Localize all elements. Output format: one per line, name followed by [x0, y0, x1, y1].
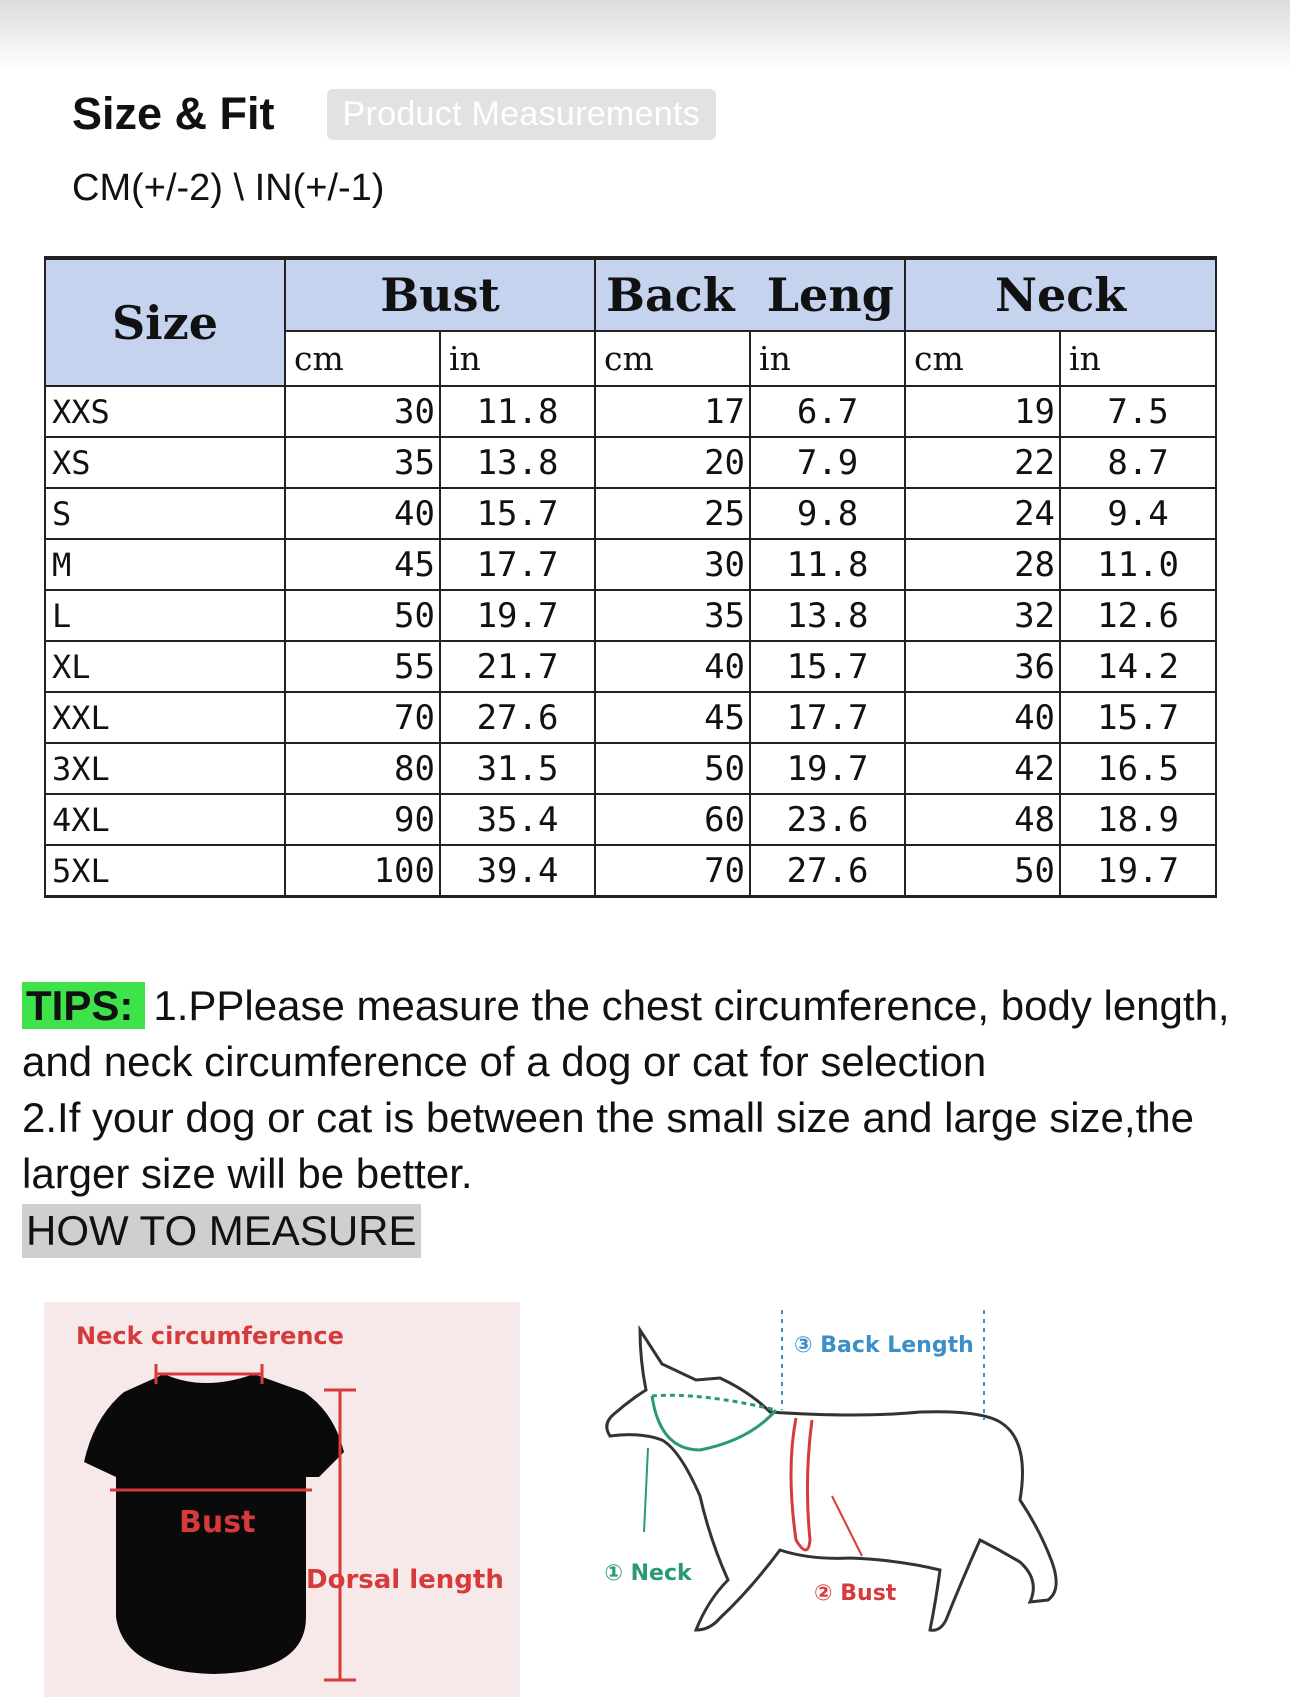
neck-cm-cell: 32 — [905, 590, 1060, 641]
bust-in-cell: 31.5 — [440, 743, 595, 794]
neck-circumference-label: Neck circumference — [76, 1322, 344, 1350]
back-cm-cell: 45 — [595, 692, 750, 743]
size-cell: XS — [45, 437, 285, 488]
dorsal-length-label: Dorsal length — [306, 1565, 504, 1595]
bust-in-cell: 35.4 — [440, 794, 595, 845]
back-cm-cell: 40 — [595, 641, 750, 692]
back-in-cell: 11.8 — [750, 539, 905, 590]
size-table — [44, 256, 1217, 898]
tips-label: TIPS: — [22, 982, 145, 1029]
back-length-group-header: Back Leng — [595, 258, 905, 331]
neck-in-cell: 15.7 — [1060, 692, 1216, 743]
back-in-cell: 19.7 — [750, 743, 905, 794]
back-in-cell: 13.8 — [750, 590, 905, 641]
bust-cm-cell: 100 — [285, 845, 440, 897]
top-shade — [0, 0, 1290, 70]
bust-in-cell: 13.8 — [440, 437, 595, 488]
back-cm-cell: 20 — [595, 437, 750, 488]
back-in-cell: 6.7 — [750, 386, 905, 437]
tips-block — [22, 978, 1272, 1259]
neck-group-header: Neck — [905, 258, 1216, 331]
bust-cm-cell: 30 — [285, 386, 440, 437]
size-cell: S — [45, 488, 285, 539]
neck-cm-cell: 28 — [905, 539, 1060, 590]
back-cm-cell: 70 — [595, 845, 750, 897]
bust-in-cell: 15.7 — [440, 488, 595, 539]
size-column-header: Size — [45, 258, 285, 386]
table-row — [45, 488, 1216, 539]
size-cell: XL — [45, 641, 285, 692]
bust-in-cell: 39.4 — [440, 845, 595, 897]
table-row — [45, 845, 1216, 897]
size-cell: M — [45, 539, 285, 590]
bust-in-cell: 11.8 — [440, 386, 595, 437]
back-cm-cell: 35 — [595, 590, 750, 641]
page-title: Size & Fit — [72, 88, 275, 139]
back-in-cell: 17.7 — [750, 692, 905, 743]
bust-cm-cell: 45 — [285, 539, 440, 590]
back-in-cell: 23.6 — [750, 794, 905, 845]
bust-in-cell: 19.7 — [440, 590, 595, 641]
table-row — [45, 386, 1216, 437]
bust-cm-cell: 70 — [285, 692, 440, 743]
table-row — [45, 437, 1216, 488]
back-cm-cell: 25 — [595, 488, 750, 539]
neck-cm-cell: 40 — [905, 692, 1060, 743]
neck-in-cell: 12.6 — [1060, 590, 1216, 641]
bust-cm-cell: 80 — [285, 743, 440, 794]
neck-cm-cell: 50 — [905, 845, 1060, 897]
bust-group-header: Bust — [285, 258, 595, 331]
bust-measure-loop — [791, 1418, 812, 1550]
neck-cm-cell: 42 — [905, 743, 1060, 794]
size-cell: 3XL — [45, 743, 285, 794]
neck-in-cell: 11.0 — [1060, 539, 1216, 590]
heading-row — [72, 88, 716, 140]
back-in-cell: 27.6 — [750, 845, 905, 897]
unit-header-bust-cm: cm — [285, 331, 440, 386]
tips-text-2: 2.If your dog or cat is between the small size and large size,the larger size will be better. — [22, 1094, 1194, 1197]
unit-header-back-in: in — [750, 331, 905, 386]
bust-cm-cell: 55 — [285, 641, 440, 692]
tips-line-1 — [22, 978, 1272, 1090]
size-cell: XXS — [45, 386, 285, 437]
neck-label: ① Neck — [604, 1561, 692, 1586]
size-cell: XXL — [45, 692, 285, 743]
table-row — [45, 692, 1216, 743]
back-cm-cell: 50 — [595, 743, 750, 794]
back-length-label: ③ Back Length — [794, 1333, 974, 1358]
size-cell: L — [45, 590, 285, 641]
neck-cm-cell: 22 — [905, 437, 1060, 488]
neck-in-cell: 16.5 — [1060, 743, 1216, 794]
neck-in-cell: 7.5 — [1060, 386, 1216, 437]
table-row — [45, 794, 1216, 845]
back-in-cell: 7.9 — [750, 437, 905, 488]
back-cm-cell: 17 — [595, 386, 750, 437]
back-in-cell: 9.8 — [750, 488, 905, 539]
table-row — [45, 743, 1216, 794]
bust-cm-cell: 35 — [285, 437, 440, 488]
bust-in-cell: 17.7 — [440, 539, 595, 590]
back-cm-cell: 30 — [595, 539, 750, 590]
bust-label-dog: ② Bust — [814, 1581, 897, 1606]
neck-cm-cell: 24 — [905, 488, 1060, 539]
neck-in-cell: 9.4 — [1060, 488, 1216, 539]
bust-cm-cell: 40 — [285, 488, 440, 539]
how-to-measure-heading: HOW TO MEASURE — [22, 1204, 421, 1258]
back-in-cell: 15.7 — [750, 641, 905, 692]
bust-in-cell: 27.6 — [440, 692, 595, 743]
neck-cm-cell: 36 — [905, 641, 1060, 692]
neck-in-cell: 19.7 — [1060, 845, 1216, 897]
bust-cm-cell: 50 — [285, 590, 440, 641]
back-cm-cell: 60 — [595, 794, 750, 845]
dog-diagram — [600, 1300, 1160, 1697]
neck-cm-cell: 19 — [905, 386, 1060, 437]
size-cell: 4XL — [45, 794, 285, 845]
unit-header-back-cm: cm — [595, 331, 750, 386]
table-row — [45, 641, 1216, 692]
unit-header-neck-in: in — [1060, 331, 1216, 386]
bust-in-cell: 21.7 — [440, 641, 595, 692]
tolerance-note: CM(+/-2) \ IN(+/-1) — [72, 167, 385, 209]
neck-in-cell: 18.9 — [1060, 794, 1216, 845]
size-cell: 5XL — [45, 845, 285, 897]
neck-in-cell: 8.7 — [1060, 437, 1216, 488]
shirt-diagram — [44, 1302, 520, 1697]
table-row — [45, 590, 1216, 641]
neck-in-cell: 14.2 — [1060, 641, 1216, 692]
unit-header-bust-in: in — [440, 331, 595, 386]
table-row — [45, 539, 1216, 590]
bust-label: Bust — [179, 1505, 256, 1540]
tab-product-measurements[interactable]: Product Measurements — [327, 89, 717, 140]
tips-text-1: 1.PPlease measure the chest circumference, body length, and neck circumference of a dog or cat for selection — [22, 982, 1230, 1085]
bust-cm-cell: 90 — [285, 794, 440, 845]
unit-header-neck-cm: cm — [905, 331, 1060, 386]
neck-cm-cell: 48 — [905, 794, 1060, 845]
